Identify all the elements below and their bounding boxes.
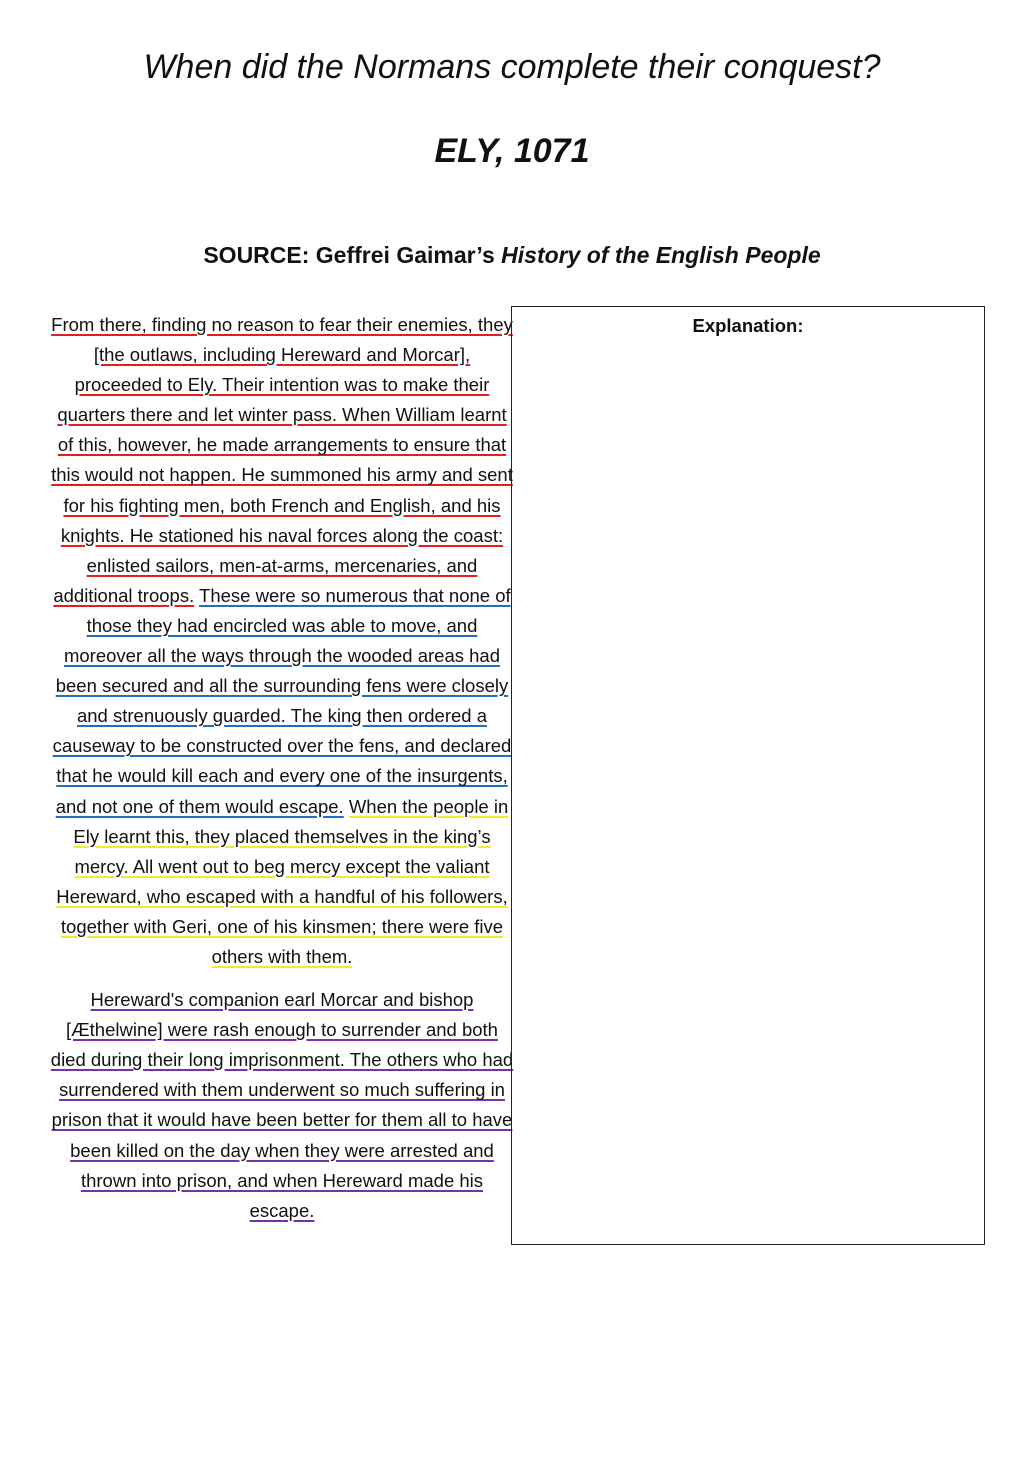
page-title: When did the Normans complete their conquest?	[143, 48, 881, 86]
source-passage	[50, 310, 514, 1226]
source-book-title: History of the English People	[501, 242, 821, 268]
highlight-purple-segment: Hereward's companion earl Morcar and bishop [Æthelwine] were rash enough to surrender and both died during their long imprisonment. The others who had surrendered with them underwent so much suffering in prison that it would have been better for them all to have been killed on the day when they were arrested and thrown into prison, and when Hereward made his escape.	[50, 989, 514, 1221]
source-prefix: SOURCE: Geffrei Gaimar’s	[203, 242, 502, 268]
source-paragraph-1	[50, 310, 514, 972]
highlight-yellow-segment: When the people in Ely learnt this, they placed themselves in the king’s mercy. All went out to beg mercy except the valiant Hereward, who escaped with a handful of his followers, together with Geri, one of his kinsmen; there were five others with them.	[56, 795, 509, 967]
source-paragraph-2	[50, 985, 514, 1226]
page-subtitle: ELY, 1071	[434, 132, 590, 170]
highlight-blue-segment: These were so numerous that none of those they had encircled was able to move, and moreover all the ways through the wooded areas had been secured and all the surrounding fens were closely and strenuously guarded. The king then ordered a causeway to be constructed over the fens, and declared that he would kill each and every one of the insurgents, and not one of them would escape.	[52, 584, 512, 817]
highlight-red-segment: From there, finding no reason to fear their enemies, they [the outlaws, including Hereward and Morcar], proceeded to Ely. Their intention was to make their quarters there and let winter pass. When William learnt of this, however, he made arrangements to ensure that this would not happen. He summoned his army and sent for his fighting men, both French and English, and his knights. He stationed his naval forces along the coast: enlisted sailors, men-at-arms, mercenaries, and additional troops.	[51, 314, 513, 606]
explanation-label: Explanation:	[692, 315, 804, 336]
source-heading	[0, 242, 1024, 269]
explanation-box[interactable]	[511, 306, 985, 1245]
